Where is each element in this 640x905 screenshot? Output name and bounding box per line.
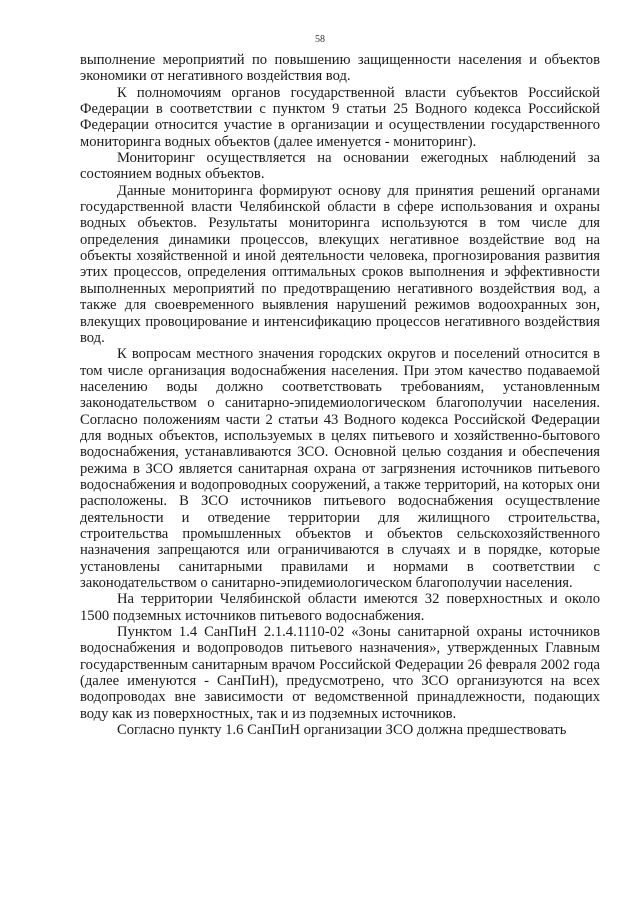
paragraph: На территории Челябинской области имеются 32 поверхностных и около 1500 подземных источников питьевого водоснабжения.	[80, 591, 600, 624]
paragraph: Пунктом 1.4 СанПиН 2.1.4.1110-02 «Зоны санитарной охраны источников водоснабжения и водопроводов питьевого назначения», утвержденных Главным государственным санитарным врачом Российской Федерации 26 февраля 2002 года (далее именуются - СанПиН), предусмотрено, что ЗСО организуются на всех водопроводах вне зависимости от ведомственной принадлежности, подающих воду как из поверхностных, так и из подземных источников.	[80, 624, 600, 722]
paragraph: Данные мониторинга формируют основу для принятия решений органами государственной власти Челябинской области в сфере использования и охраны водных объектов. Результаты мониторинга используются в том числе для определения динамики процессов, влекущих негативное воздействие вод на объекты хозяйственной и иной деятельности человека, прогнозирования развития этих процессов, определения оптимальных сроков выполнения и эффективности выполненных мероприятий по предотвращению негативного воздействия вод, а также для своевременного выявления нарушений режимов водоохранных зон, влекущих провоцирование и интенсификацию процессов негативного воздействия вод.	[80, 182, 600, 346]
page-number: 58	[315, 34, 325, 45]
paragraph-continuation: выполнение мероприятий по повышению защищенности населения и объектов экономики от негативного воздействия вод.	[80, 52, 600, 85]
paragraph: Мониторинг осуществляется на основании ежегодных наблюдений за состоянием водных объектов.	[80, 150, 600, 183]
paragraph: К вопросам местного значения городских округов и поселений относится в том числе организация водоснабжения населения. При этом качество подаваемой населению воды должно соответствовать требованиям, установленным законодательством о санитарно-эпидемиологическом благополучии населения. Согласно положениям части 2 статьи 43 Водного кодекса Российской Федерации для водных объектов, используемых в целях питьевого и хозяйственно-бытового водоснабжения, устанавливаются ЗСО. Основной целью создания и обеспечения режима в ЗСО является санитарная охрана от загрязнения источников питьевого водоснабжения и водопроводных сооружений, а также территорий, на которых они расположены. В ЗСО источников питьевого водоснабжения осуществление деятельности и отведение территории для жилищного строительства, строительства промышленных объектов и объектов сельскохозяйственного назначения запрещаются или ограничиваются в случаях и в порядке, которые установлены санитарными правилами и нормами в соответствии с законодательством о санитарно-эпидемиологическом благополучии населения.	[80, 346, 600, 591]
document-body	[80, 52, 600, 738]
paragraph: К полномочиям органов государственной власти субъектов Российской Федерации в соответствии с пунктом 9 статьи 25 Водного кодекса Российской Федерации относится участие в организации и осуществлении государственного мониторинга водных объектов (далее именуется - мониторинг).	[80, 84, 600, 150]
paragraph-last: Согласно пункту 1.6 СанПиН организации ЗСО должна предшествовать	[117, 722, 567, 739]
